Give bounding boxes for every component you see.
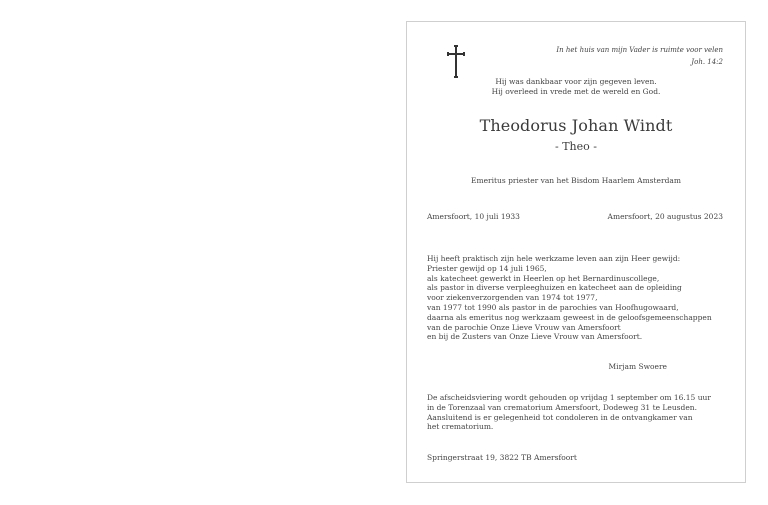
bio-line: Priester gewijd op 14 juli 1965,: [427, 263, 547, 273]
bio-line: als katecheet gewerkt in Heerlen op het Bernardinuscollege,: [427, 273, 660, 283]
farewell-line: het crematorium.: [427, 422, 494, 432]
deceased-name: Theodorus Johan Windt: [479, 116, 673, 135]
farewell-line: Aansluitend is er gelegenheid tot condoleren in de ontvangkamer van: [427, 412, 693, 422]
deceased-nickname: - Theo -: [555, 140, 597, 153]
verse-text: In het huis van mijn Vader is ruimte voor velen: [556, 46, 723, 54]
farewell-line: in de Torenzaal van crematorium Amersfoort, Dodeweg 31 te Leusden.: [427, 402, 697, 412]
mourning-card: [406, 21, 746, 483]
bio-line: als pastor in diverse verpleeghuizen en katecheet aan de opleiding: [427, 283, 682, 293]
death-place-date: Amersfoort, 20 augustus 2023: [607, 212, 723, 221]
thanks-text: [407, 77, 745, 96]
thanks-line: Hij was dankbaar voor zijn gegeven leven.: [495, 77, 657, 86]
bio-line: daarna als emeritus nog werkzaam geweest in de geloofsgemeenschappen: [427, 312, 712, 322]
biography: [427, 254, 712, 342]
birth-place-date: Amersfoort, 10 juli 1933: [427, 212, 520, 221]
bible-verse: [556, 44, 723, 68]
thanks-line: Hij overleed in vrede met de wereld en God.: [491, 86, 661, 96]
bio-line: van 1977 tot 1990 als pastor in de parochies van Hoofhugowaard,: [427, 302, 679, 312]
bio-line: voor ziekenverzorgenden van 1974 tot 1977,: [427, 293, 598, 303]
signature-name: Mirjam Swoere: [608, 362, 667, 371]
correspondence-address: Springerstraat 19, 3822 TB Amersfoort: [427, 453, 577, 462]
farewell-line: De afscheidsviering wordt gehouden op vrijdag 1 september om 16.15 uur: [427, 393, 711, 402]
bio-line: en bij de Zusters van Onze Lieve Vrouw van Amersfoort.: [427, 332, 643, 342]
bio-line: van de parochie Onze Lieve Vrouw van Amersfoort: [427, 322, 621, 332]
farewell-info: [427, 393, 711, 432]
cross-icon: [445, 45, 467, 79]
bio-line: Hij heeft praktisch zijn hele werkzame leven aan zijn Heer gewijd:: [427, 254, 681, 263]
verse-reference: Joh. 14:2: [691, 58, 723, 66]
deceased-role: Emeritus priester van het Bisdom Haarlem Amsterdam: [471, 176, 681, 185]
